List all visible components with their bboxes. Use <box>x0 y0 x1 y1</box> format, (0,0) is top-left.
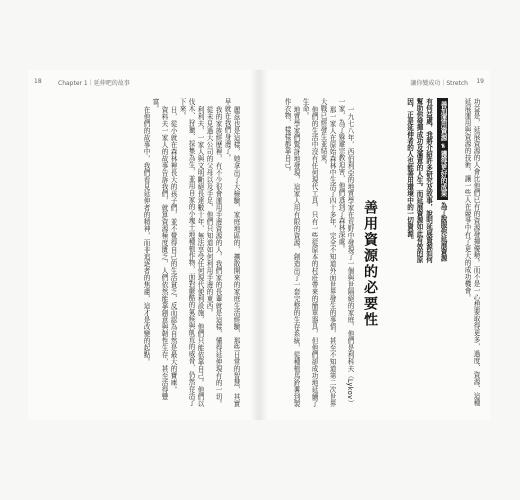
running-header: Chapter 1｜延伸吧的故事 <box>58 80 130 87</box>
paragraph: 在他們的故事中，我們看見延伸者的精神，而非追逐者的焦慮，這才是改變的起點。 <box>142 105 150 365</box>
paragraph: 他們的生活中沒有任何現代工具，只有一些從原本的村莊帶來的簡單器具，但他們卻成功地延續了生命。 <box>301 98 318 407</box>
body-text <box>274 98 354 408</box>
paragraph: 從未見過大公司的父母以及手足，他們只知道如何利用手邊的東西。 <box>205 105 213 316</box>
paragraph: 地質學家們驚訝地發現，這家人用有限的資源，創造出了一套完整的生存系統，從種植馬鈴薯到製作衣物，樣樣都靠自己。 <box>283 98 300 407</box>
paragraph: 那一家人在原始森林中生活了四十多年，完全不知道外面世界發生的事情，甚至不知道第二次世界大戰已經發生並結束。 <box>319 98 336 407</box>
page-number: 18 <box>34 78 42 85</box>
paragraph: 利利夫，一家人與文明斷絕長達數十年，無法享受任何現代便利設施，他們只能依靠自己。他們以伐木、狩獵、採集為生，並用自家的小塊土地種植作物，面對嚴酷的氣候與飢荒的威脅，仍然存活了下來。 <box>178 98 204 407</box>
section-heading: 善用資源的必要性 <box>362 200 378 328</box>
page-number: 19 <box>476 78 484 85</box>
paragraph: 日，從小就在森林裡長大的孩子們，並不覺得自己的生活貧乏，反而認為自然是最大的寶庫。 <box>169 105 177 393</box>
callout-body: 為了說服你延展資源有何益處，我將介紹許多研究及故事，說明延展資源如何幫助你發揮成功及滿意的人生。而延展資源如此有效的原因，正是延伸者的人也能善用環境中的一切資源。 <box>405 98 447 263</box>
body-text <box>40 98 240 408</box>
book-gutter <box>250 70 268 420</box>
paragraph: 一九七八年，西伯利亞的地質學家在荒野中發現了一個與世隔絕的家庭，他們是利科夫（Lykov）一家，為了躲避宗教迫害，他們逃到了森林深處。 <box>337 98 354 407</box>
running-header: 讓你變成功｜Stretch <box>410 80 468 87</box>
callout-box <box>388 98 448 268</box>
paragraph: 我的家族經歷裡，有不少很會運用手邊資源的人，我們家的長輩就是這樣，懂得延伸現有的一切。 <box>214 105 222 407</box>
callout-title: 善加運用資源 ≠ 獲得更好的成果 <box>437 98 449 200</box>
right-page <box>268 70 490 420</box>
left-page <box>28 70 250 420</box>
paragraph: 功益是，延展資源的人會比他們已有的資源發揮優勢。而不是一心想要取得更多，過度、資源、這種延展運用與資源的技術，讓一些人在競爭中有了更大的成功機會。 <box>463 98 480 406</box>
intro-text <box>454 98 480 408</box>
paragraph: 麗茲也是這樣，她拿出了大檢驗，家庭地區的，擴散開來的家庭生活經驗，那些日常的智慧，其實早就在我們身邊了。 <box>223 98 240 407</box>
paragraph: 資料夫一家人的故事告訴我們，就算資源極度匱乏，人們依然能靠創意與韌性生存，甚至活得豐富。 <box>151 98 168 400</box>
